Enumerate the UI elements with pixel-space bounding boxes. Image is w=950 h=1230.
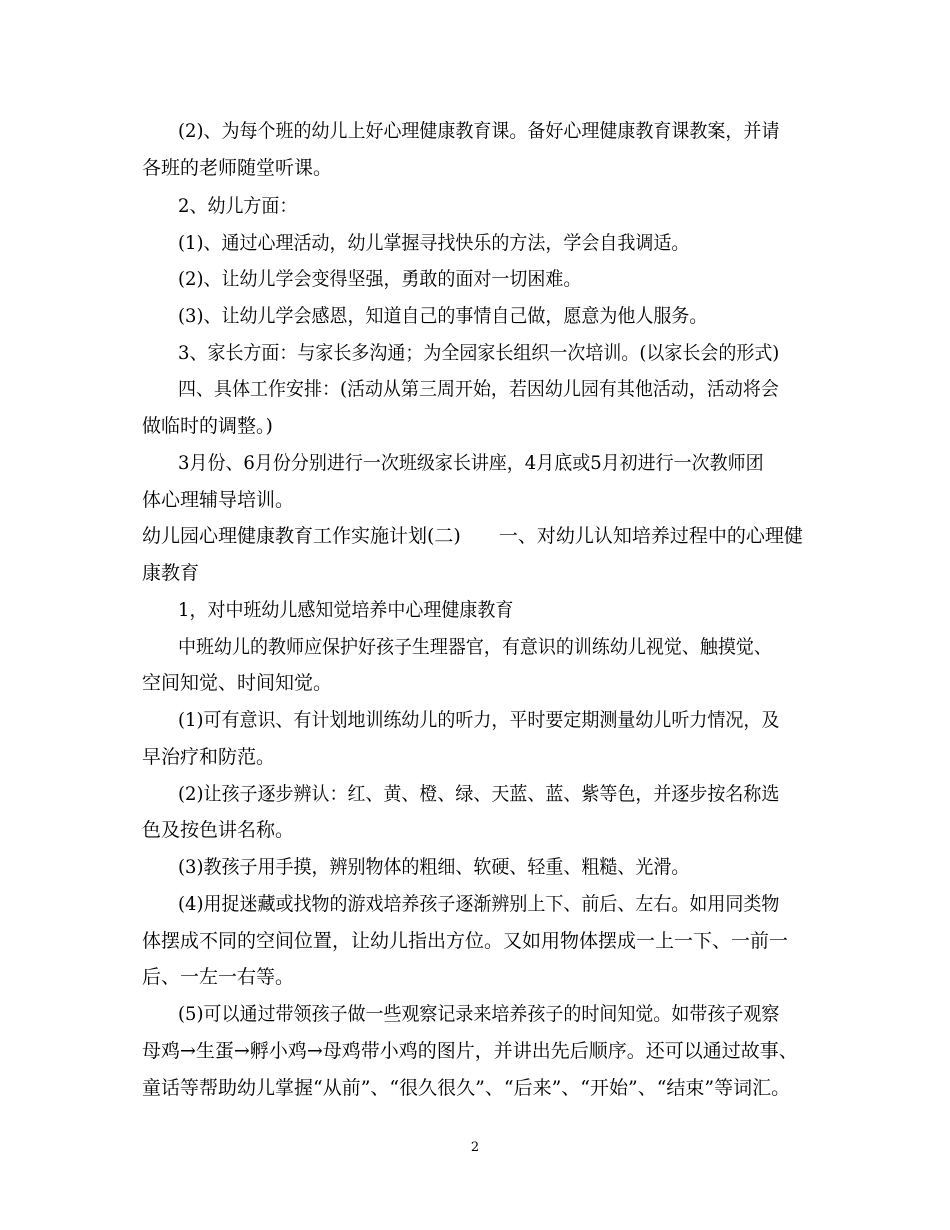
text-line: 体摆成不同的空间位置，让幼儿指出方位。又如用物体摆成一上一下、一前一 [142,930,789,952]
text-line: 四、具体工作安排：(活动从第三周开始，若因幼儿园有其他活动，活动将会 [178,378,779,400]
text-line: (5)可以通过带领孩子做一些观察记录来培养孩子的时间知觉。如带孩子观察 [178,1003,780,1025]
text-line: 色及按色讲名称。 [142,819,295,841]
text-line: 童话等帮助幼儿掌握“从前”、“很久很久”、“后来”、“开始”、“结束”等词汇。 [142,1077,791,1099]
text-line: 体心理辅导培训。 [142,489,295,511]
page-number: 2 [470,1140,480,1155]
text-line: (1)可有意识、有计划地训练幼儿的听力，平时要定期测量幼儿听力情况，及 [178,709,780,731]
text-line: 空间知觉、时间知觉。 [142,672,333,694]
text-line: 各班的老师随堂听课。 [142,157,333,179]
text-line: (3)教孩子用手摸，辨别物体的粗细、软硬、轻重、粗糙、光滑。 [178,856,690,878]
text-line: (4)用捉迷藏或找物的游戏培养孩子逐渐辨别上下、前后、左右。如用同类物 [178,893,780,915]
text-line: 母鸡→生蛋→孵小鸡→母鸡带小鸡的图片，并讲出先后顺序。还可以通过故事、 [142,1040,798,1062]
section-heading: 幼儿园心理健康教育工作实施计划(二) 一、对幼儿认知培养过程中的心理健 [142,525,803,547]
text-line: 2、幼儿方面： [178,195,298,217]
text-line: (3)、让幼儿学会感恩，知道自己的事情自己做，愿意为他人服务。 [178,305,708,327]
text-line: 康教育 [142,562,200,584]
text-line: (2)、让幼儿学会变得坚强，勇敢的面对一切困难。 [178,268,582,290]
text-line: 3月份、6月份分别进行一次班级家长讲座，4月底或5月初进行一次教师团 [178,452,764,474]
text-line: (1)、通过心理活动，幼儿掌握寻找快乐的方法，学会自我调适。 [178,232,690,254]
text-line: (2)让孩子逐步辨认：红、黄、橙、绿、天蓝、蓝、紫等色，并逐步按名称选 [178,783,780,805]
text-line: 后、一左一右等。 [142,966,295,988]
text-line: 早治疗和防范。 [142,746,276,768]
text-line: 中班幼儿的教师应保护好孩子生理器官，有意识的训练幼儿视觉、触摸觉、 [178,636,772,658]
text-line: (2)、为每个班的幼儿上好心理健康教育课。备好心理健康教育课教案，并请 [178,120,780,142]
text-line: 1，对中班幼儿感知觉培养中心理健康教育 [178,599,514,621]
text-line: 做临时的调整。) [142,415,273,437]
text-line: 3、家长方面：与家长多沟通；为全园家长组织一次培训。(以家长会的形式) [178,342,780,364]
